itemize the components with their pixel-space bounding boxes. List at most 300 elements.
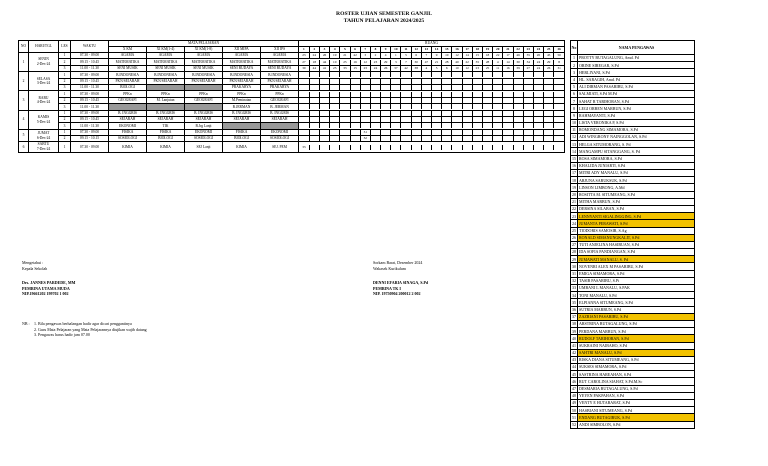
- proctor-name: HERLIYANI, S.Pd: [578, 69, 695, 76]
- room-proctor-number: [381, 92, 391, 97]
- room-proctor-number: [533, 111, 543, 116]
- room-proctor-number: [309, 145, 319, 150]
- proctor-number: 4: [571, 76, 578, 83]
- time-slot: 11.00 - 11.30: [71, 123, 109, 129]
- room-proctor-number: 30: [299, 66, 309, 71]
- room-proctor-number: [381, 145, 391, 150]
- room-proctor-number: 26: [544, 66, 554, 71]
- subject-cell: B. JERMAN: [261, 104, 299, 110]
- proctor-number: 22: [572, 206, 576, 212]
- room-proctor-number: [472, 145, 482, 150]
- room-proctor-number: 3: [391, 60, 401, 65]
- proctor-row: [571, 112, 695, 119]
- room-proctor-number: [432, 111, 442, 116]
- room-proctor-number: 18: [482, 53, 492, 58]
- room-proctor-number: [472, 123, 482, 128]
- room-proctor-number: [452, 104, 462, 109]
- room-proctor-number: [533, 117, 543, 122]
- room-proctor-number: [340, 123, 350, 128]
- proctor-number: 27: [572, 242, 576, 248]
- room-proctor-number: [523, 92, 533, 97]
- room-proctor-number: [350, 72, 360, 77]
- proctor-number: 41: [572, 342, 576, 348]
- subject-cell: MATEMATIKA: [109, 59, 147, 65]
- room-proctor-number: [309, 117, 319, 122]
- headmaster-name: Drs. JANNES PARDEDE, MM: [22, 280, 76, 285]
- day-number: 6: [19, 142, 29, 152]
- proctor-number: 34: [572, 292, 576, 298]
- proctor-row: [571, 378, 695, 385]
- day-name: SENIN: [38, 57, 49, 62]
- proctor-name: PERDANA MARBUN, S.Pd: [578, 328, 695, 335]
- room-proctor-number: [493, 136, 503, 141]
- room-proctor-number: 5: [432, 66, 442, 71]
- room-proctor-number: [513, 136, 523, 141]
- proctor-row: [571, 414, 695, 421]
- room-number: 24: [533, 47, 543, 52]
- room-proctor-number: 44: [309, 66, 319, 71]
- room-proctor-number: [360, 79, 370, 84]
- subject-cell: GEOGRAFI: [261, 97, 299, 103]
- room-proctor-number: [299, 111, 309, 116]
- room-proctor-number: [391, 104, 401, 109]
- room-proctor-number: [452, 136, 462, 141]
- proctor-number: 24: [572, 220, 576, 226]
- room-proctor-number: [462, 136, 472, 141]
- room-number: 3: [319, 47, 329, 52]
- subject-cell: SEJARAH: [185, 116, 223, 122]
- room-proctor-number: 26: [319, 53, 329, 58]
- room-proctor-number: 10: [452, 66, 462, 71]
- room-proctor-number: [554, 98, 564, 103]
- proctor-table: [570, 40, 695, 429]
- proctor-name: DERSINA SILABAN, S.Pd: [578, 205, 695, 212]
- room-proctor-number: [493, 117, 503, 122]
- room-proctor-number: [533, 130, 543, 135]
- proctor-number: 47: [572, 386, 576, 392]
- room-proctor-number: [554, 136, 564, 141]
- proctor-number: 30: [572, 263, 576, 269]
- subject-cell: PKN/SEJARAH: [223, 78, 261, 84]
- proctor-number: 40: [572, 335, 576, 341]
- room-proctor-number: [513, 98, 523, 103]
- subject-cell: M. Lanjutan: [147, 97, 185, 103]
- room-proctor-number: [544, 111, 554, 116]
- room-proctor-number: [391, 145, 401, 150]
- room-proctor-number: [330, 136, 340, 141]
- les-number: 1: [59, 142, 71, 152]
- class-header: XI KM(1-8): [185, 47, 223, 53]
- room-proctor-number: [309, 130, 319, 135]
- subject-cell: GEOGRAFI: [109, 97, 147, 103]
- room-proctor-number: [350, 111, 360, 116]
- room-proctor-number: [370, 79, 380, 84]
- room-proctor-number: [452, 111, 462, 116]
- room-proctor-number: [319, 72, 329, 77]
- proctor-name: ELPIANNA SITUMEANG, S.Pd: [578, 299, 695, 306]
- room-proctor-number: [432, 98, 442, 103]
- room-proctor-number: [391, 92, 401, 97]
- proctor-row: [571, 392, 695, 399]
- proctor-row: [571, 299, 695, 306]
- room-proctor-number: 24: [533, 66, 543, 71]
- proctor-row: [571, 241, 695, 248]
- room-proctor-number: [299, 92, 309, 97]
- proctor-row: [571, 371, 695, 378]
- day-number: 5: [19, 129, 29, 142]
- room-proctor-number: [482, 123, 492, 128]
- proctor-name: TASIB PASARIBU, S.Pi: [578, 277, 695, 284]
- room-proctor-number: [472, 111, 482, 116]
- subject-cell: B.INDONESIA: [147, 72, 185, 78]
- day-date: 4-Des-24: [36, 100, 51, 105]
- room-proctor-number: [452, 117, 462, 122]
- title-line-1: ROSTER UJIAN SEMESTER GANJIL: [336, 11, 432, 17]
- room-number: 17: [462, 47, 472, 52]
- proctor-row: [571, 313, 695, 320]
- proctor-row: [571, 162, 695, 169]
- time-slot: 09.15 - 10.45: [71, 59, 109, 65]
- subject-cell: B.INDONESIA: [223, 72, 261, 78]
- room-proctor-number: [452, 145, 462, 150]
- proctor-name: MITRI ADY MANALU, S.Pd: [578, 170, 695, 177]
- room-proctor-number: [432, 117, 442, 122]
- day-number: 4: [19, 110, 29, 129]
- proctor-row: [571, 69, 695, 76]
- room-proctor-number: [421, 136, 431, 141]
- room-proctor-number: 7: [401, 60, 411, 65]
- room-proctor-number: [462, 104, 472, 109]
- room-proctor-number: [472, 85, 482, 90]
- room-proctor-number: [360, 117, 370, 122]
- room-proctor-number: [544, 79, 554, 84]
- room-proctor-number: 7: [421, 53, 431, 58]
- room-proctor-number: [472, 92, 482, 97]
- room-proctor-number: [411, 117, 421, 122]
- subject-cell: MATEMATIKA: [223, 59, 261, 65]
- subject-cell: EKONOMI: [185, 129, 223, 135]
- subject-cell: SEJARAH: [223, 116, 261, 122]
- room-proctor-number: 34: [523, 60, 533, 65]
- room-proctor-number: [370, 92, 380, 97]
- room-proctor-number: 18: [309, 60, 319, 65]
- room-proctor-number: [544, 123, 554, 128]
- room-proctor-number: 1: [391, 53, 401, 58]
- room-proctor-number: [330, 92, 340, 97]
- room-number: 14: [432, 47, 442, 52]
- room-proctor-number: [472, 98, 482, 103]
- subject-cell: SEJARAH: [147, 116, 185, 122]
- proctor-number: 13: [572, 141, 576, 147]
- room-proctor-number: [391, 130, 401, 135]
- room-proctor-number: 24: [309, 53, 319, 58]
- room-proctor-number: 2: [370, 53, 380, 58]
- room-proctor-number: [319, 123, 329, 128]
- room-number: 4: [330, 47, 340, 52]
- day-name: SABTU: [37, 142, 50, 147]
- proctor-number: 21: [572, 199, 576, 205]
- room-proctor-number: [533, 92, 543, 97]
- note-item: 2. Guru Mata Pelajaran yang Mata Pelajarannya diujikan wajib datang: [34, 326, 147, 332]
- proctor-name: RONALD SIMANUNGKALIT, S.Pd: [578, 234, 695, 241]
- room-proctor-number: [319, 92, 329, 97]
- room-proctor-number: [309, 79, 319, 84]
- proctor-name: DESMARIA BUTAGALUNG, S.Pd: [578, 385, 695, 392]
- room-proctor-number: 50: [557, 53, 561, 58]
- time-slot: 09.15 - 10.45: [71, 78, 109, 84]
- proctor-row: [571, 342, 695, 349]
- proctor-name: HELGA SITUMORANG, S. Pd: [578, 141, 695, 148]
- subject-cell: PPKn: [109, 91, 147, 97]
- day-date-cell: [29, 91, 59, 110]
- proctor-name: VENTY E HUTABARAT, S.Pd: [578, 400, 695, 407]
- room-proctor-number: [299, 136, 309, 141]
- proctor-number: 28: [572, 249, 576, 255]
- room-proctor-number: 44: [319, 60, 329, 65]
- room-proctor-number: [533, 123, 543, 128]
- subject-cell: KIMIA: [147, 142, 185, 152]
- day-date-cell: [29, 110, 59, 129]
- subject-cell: SOSIOLOGI: [109, 136, 147, 142]
- les-number: 1: [59, 53, 71, 59]
- room-proctor-number: [472, 136, 482, 141]
- room-proctor-number: [462, 72, 472, 77]
- room-proctor-number: [452, 85, 462, 90]
- day-number: 1: [19, 53, 29, 72]
- room-proctor-number: [533, 98, 543, 103]
- room-proctor-number: [493, 72, 503, 77]
- room-proctor-number: 31: [557, 66, 561, 71]
- subject-cell: SEJ. PEM: [261, 142, 299, 152]
- room-proctor-number: [391, 85, 401, 90]
- subject-cell: BIOLOGI: [109, 84, 147, 90]
- subject-cell: SOSIOLOGI: [185, 136, 223, 142]
- room-number: 13: [421, 47, 431, 52]
- room-proctor-number: [330, 145, 340, 150]
- room-proctor-number: [421, 98, 431, 103]
- room-proctor-number: [554, 145, 564, 150]
- room-proctor-number: [370, 98, 380, 103]
- proctor-number: 19: [572, 184, 576, 190]
- proctor-number: 46: [572, 378, 576, 384]
- room-proctor-number: 26: [381, 66, 391, 71]
- proctor-number: 50: [572, 407, 576, 413]
- subject-cell: B.JERMAN: [223, 104, 261, 110]
- room-proctor-number: [544, 130, 554, 135]
- room-proctor-number: [309, 104, 319, 109]
- day-number: 3: [19, 91, 29, 110]
- room-proctor-number: 21: [340, 53, 350, 58]
- room-proctor-number: [554, 79, 564, 84]
- room-proctor-number: [503, 145, 513, 150]
- room-proctor-number: [442, 145, 452, 150]
- proctor-row: [571, 126, 695, 133]
- proctor-name: SAHTRI MANALU, S.Pd: [578, 349, 695, 356]
- proctor-header-no: No: [571, 41, 578, 55]
- les-number: 2: [59, 116, 71, 122]
- room-proctor-number: [350, 98, 360, 103]
- room-proctor-number: 23: [472, 66, 482, 71]
- subject-cell: B.Jrg Lanjt: [185, 123, 223, 129]
- room-proctor-number: [401, 72, 411, 77]
- proctor-number: 49: [572, 400, 576, 406]
- room-proctor-number: [482, 117, 492, 122]
- room-proctor-number: 29: [381, 60, 391, 65]
- day-date-cell: [29, 129, 59, 142]
- room-proctor-number: 25: [340, 60, 350, 65]
- room-number: 15: [442, 47, 452, 52]
- subject-cell: B. INGGRIS: [261, 110, 299, 116]
- proctor-row: [571, 213, 695, 220]
- room-proctor-number: 4: [493, 60, 503, 65]
- les-number: 3: [59, 104, 71, 110]
- subject-cell: PPKn: [261, 91, 299, 97]
- proctor-name: MITHA MARBUN, S.Pd: [578, 198, 695, 205]
- room-proctor-number: [340, 117, 350, 122]
- proctor-row: [571, 141, 695, 148]
- subject-cell: PPKn: [223, 91, 261, 97]
- proctor-name: SASTRINA HAREAHAN, S.Pd: [578, 371, 695, 378]
- room-proctor-number: 15: [472, 53, 482, 58]
- vice-principal-name: DENNI EFARIA SINAGA, S.Pd: [373, 280, 429, 285]
- room-proctor-number: 10: [442, 53, 452, 58]
- room-proctor-number: [452, 79, 462, 84]
- room-proctor-number: [513, 123, 523, 128]
- room-proctor-number: 27: [299, 60, 309, 65]
- proctor-row: [571, 55, 695, 62]
- room-proctor-number: [381, 85, 391, 90]
- room-proctor-number: [554, 123, 564, 128]
- proctor-number: 43: [572, 357, 576, 363]
- time-slot: 07.30 - 09.00: [71, 142, 109, 152]
- proctor-row: [571, 155, 695, 162]
- room-proctor-number: 46: [513, 53, 523, 58]
- proctor-name: TUTI ANJELINA HASIBUAN, S.Pd: [578, 241, 695, 248]
- room-proctor-number: [319, 111, 329, 116]
- col-header-rooms: RUANG: [299, 41, 565, 47]
- room-proctor-number: 15: [350, 66, 360, 71]
- proctor-row: [571, 263, 695, 270]
- room-proctor-number: [309, 111, 319, 116]
- room-proctor-number: [340, 79, 350, 84]
- time-slot: 09.15 - 10.45: [71, 97, 109, 103]
- room-proctor-number: [401, 104, 411, 109]
- proctor-number: 1: [571, 55, 578, 62]
- class-header: X KM: [109, 47, 147, 53]
- schedule-table: [18, 40, 565, 153]
- proctor-number: 6: [571, 90, 578, 97]
- room-proctor-number: [554, 130, 564, 135]
- proctor-name: SUKSES SIMAMORA, S.Pd: [578, 364, 695, 371]
- room-proctor-number: [340, 111, 350, 116]
- room-proctor-number: [370, 136, 380, 141]
- room-proctor-number: 30: [513, 60, 523, 65]
- room-proctor-number: 47: [421, 60, 431, 65]
- subject-cell: M.Peminatan: [223, 97, 261, 103]
- sig-left-caption: Mengetahui : Kepala Sekolah: [22, 260, 48, 271]
- proctor-row: [571, 256, 695, 263]
- day-date: 5-Des-24: [36, 119, 51, 124]
- room-proctor-number: 23: [360, 66, 370, 71]
- les-number: 2: [59, 136, 71, 142]
- day-date: 7-Des-24: [36, 147, 51, 152]
- room-proctor-number: 37: [391, 66, 401, 71]
- proctor-number: 52: [572, 421, 576, 427]
- class-header: XII IPS: [261, 47, 299, 53]
- room-proctor-number: 17: [503, 53, 513, 58]
- room-proctor-number: [432, 92, 442, 97]
- les-number: 3: [59, 65, 71, 71]
- room-proctor-number: [401, 145, 411, 150]
- subject-cell: PKN/SEJARAH: [185, 78, 223, 84]
- subject-cell: EKONOMI: [109, 123, 147, 129]
- proctor-name: SAHAT R TARIHORAN, S.Pd: [578, 98, 695, 105]
- room-proctor-number: [432, 72, 442, 77]
- room-proctor-number: [442, 136, 452, 141]
- subject-cell: B. INGGRIS: [109, 110, 147, 116]
- room-proctor-number: [472, 117, 482, 122]
- proctor-row: [571, 105, 695, 112]
- room-proctor-number: 33: [340, 66, 350, 71]
- room-proctor-number: [381, 117, 391, 122]
- headmaster-rank: PEMBINA UTAMA MUDA: [22, 285, 70, 291]
- room-proctor-number: 32: [360, 136, 370, 141]
- day-date: 3-Des-24: [36, 81, 51, 86]
- proctor-name: ANDI SIMBOLON, S.Pd: [578, 421, 695, 428]
- proctor-number: 18: [572, 177, 576, 183]
- proctor-name: SUTRIA MARBUN, S.Pd: [578, 306, 695, 313]
- room-proctor-number: [370, 111, 380, 116]
- room-proctor-number: [360, 98, 370, 103]
- proctor-number: 48: [572, 393, 576, 399]
- col-header-day: HARI/TGL: [29, 41, 59, 53]
- time-slot: 07.30 - 09.00: [71, 91, 109, 97]
- proctor-number: 29: [572, 256, 576, 262]
- day-name: KAMIS: [37, 115, 50, 119]
- room-proctor-number: [472, 104, 482, 109]
- room-proctor-number: [482, 98, 492, 103]
- room-proctor-number: [401, 130, 411, 135]
- room-proctor-number: [411, 72, 421, 77]
- room-proctor-number: [544, 98, 554, 103]
- room-proctor-number: [340, 98, 350, 103]
- time-slot: 11.00 - 11.30: [71, 65, 109, 71]
- room-proctor-number: [544, 117, 554, 122]
- subject-cell: SEJARAH: [261, 116, 299, 122]
- subject-cell: BIOLOGI: [223, 136, 261, 142]
- room-proctor-number: [472, 79, 482, 84]
- room-proctor-number: [391, 79, 401, 84]
- proctor-name: LISTA VERONIKA P, S.Pd: [578, 119, 695, 126]
- proctor-name: RUDOLF TARIHORAN, S.Pd: [578, 335, 695, 342]
- proctor-number: 25: [572, 227, 576, 233]
- proctor-name: LINSON LIMBONG, A.Md: [578, 184, 695, 191]
- time-slot: 07.30 - 09.00: [71, 72, 109, 78]
- subject-cell: B.INDONESIA: [109, 72, 147, 78]
- room-proctor-number: [360, 92, 370, 97]
- subject-cell: PKN/SEJARAH: [261, 78, 299, 84]
- room-proctor-number: [554, 117, 564, 122]
- room-proctor-number: 28: [442, 60, 452, 65]
- proctor-name: ROMONDANG SIMAMORA, S.Pd: [578, 126, 695, 133]
- room-proctor-number: [299, 85, 309, 90]
- subject-cell: SEJARAH: [109, 116, 147, 122]
- room-proctor-number: 14: [462, 53, 472, 58]
- room-proctor-number: [523, 130, 533, 135]
- room-proctor-number: [462, 98, 472, 103]
- room-number: 10: [391, 47, 401, 52]
- room-proctor-number: 3: [360, 53, 370, 58]
